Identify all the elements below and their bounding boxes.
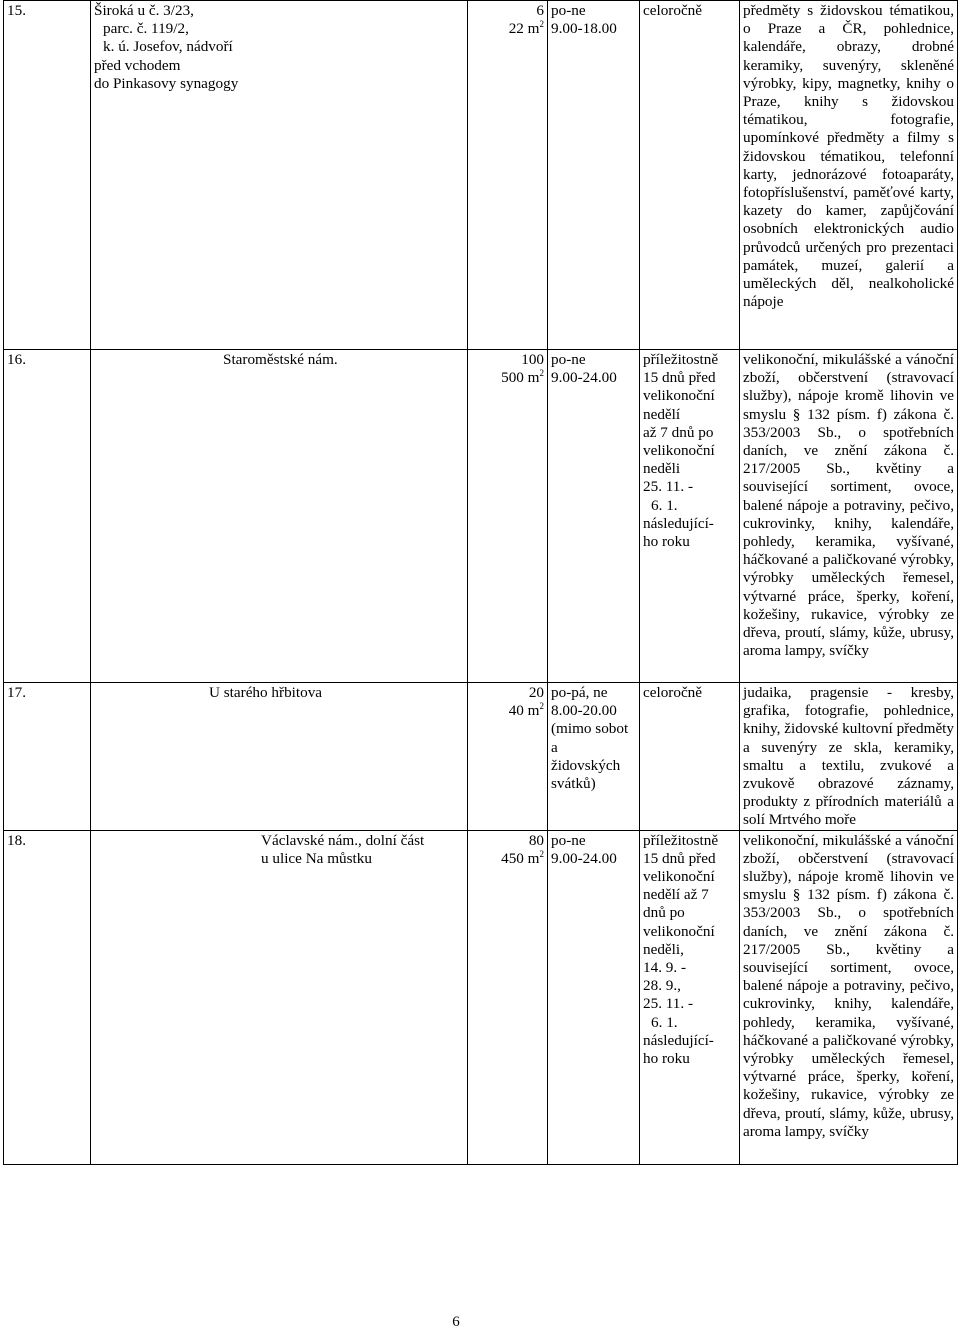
hours-line: 9.00-18.00 [551, 20, 617, 38]
hours-line: a [551, 738, 558, 756]
place-line: Staroměstské nám. [223, 351, 338, 368]
period-line: celoročně [643, 2, 703, 19]
hours-line: po-ne [551, 351, 586, 368]
hours-cell [548, 350, 640, 683]
period-line: nedělí až 7 [643, 886, 709, 904]
area-cell [468, 683, 548, 831]
period-cell [640, 830, 740, 1164]
page-number: 6 [452, 1314, 460, 1330]
hours-line: (mimo sobot [551, 720, 629, 738]
period-line: ho roku [643, 1050, 690, 1068]
table-row [4, 830, 958, 1164]
row-number: 17. [4, 683, 91, 831]
period-cell [640, 1, 740, 350]
hours-line: židovských [551, 756, 621, 774]
market-places-table [3, 0, 958, 1165]
place-line: Václavské nám., dolní část [261, 831, 425, 849]
goods-description: velikonoční, mikulášské a vánoční zboží, občerstvení (stravovací služby), nápoje kromě lihovin ve smyslu § 132 písm. f) zákona č. 353/2003 Sb., o spotřebních daních, ve znění zákona č. 217/2005 Sb., květiny a související sortiment, ovoce, balené nápoje a potraviny, pečivo, cukrovinky, knihy, kalendáře, pohledy, keramika, vyšívané, háčkované a paličkované výrobky, výrobky uměleckých řemesel, výtvarné práce, šperky, koření, kožešiny, rukavice, výrobky ze dřeva, proutí, slámy, kůže, ubrusy, aroma lampy, svíčky [740, 350, 958, 683]
stall-count: 80 [528, 831, 544, 849]
period-line: velikonoční [643, 387, 715, 405]
period-line: celoročně [643, 684, 703, 701]
period-line: 6. 1. [651, 1013, 678, 1031]
period-line: ho roku [643, 533, 690, 551]
hours-line: 9.00-24.00 [551, 849, 617, 867]
period-line: dnů po [643, 904, 685, 922]
period-line: 15 dnů před [643, 369, 716, 387]
period-cell [640, 350, 740, 683]
area-value: 450 $m^2$ [501, 848, 544, 867]
place-line: parc. č. 119/2, [103, 20, 189, 38]
period-line: neděli, [643, 940, 684, 958]
area-value: 22 $m^2$ [508, 19, 544, 38]
place-line: před vchodem [94, 56, 181, 74]
period-line: 15 dnů před [643, 849, 716, 867]
period-line: velikonoční [643, 442, 715, 460]
table-row [4, 683, 958, 831]
period-line: 14. 9. - [643, 959, 687, 977]
area-value: 500 $m^2$ [501, 368, 544, 387]
period-line: velikonoční [643, 868, 715, 886]
place-cell [91, 683, 468, 831]
period-line: příležitostně [643, 351, 719, 368]
place-line: Široká u č. 3/23, [94, 2, 194, 19]
hours-line: po-ne [551, 2, 586, 19]
stall-count: 100 [521, 351, 544, 368]
goods-description: velikonoční, mikulášské a vánoční zboží, občerstvení (stravovací služby), nápoje kromě lihovin ve smyslu § 132 písm. f) zákona č. 353/2003 Sb., o spotřebních daních, ve znění zákona č. 217/2005 Sb., květiny a související sortiment, ovoce, balené nápoje a potraviny, pečivo, cukrovinky, knihy, kalendáře, pohledy, keramika, vyšívané, háčkované a paličkované výrobky, výrobky uměleckých řemesel, výtvarné práce, šperky, koření, kožešiny, rukavice, výrobky ze dřeva, proutí, slámy, kůže, ubrusy, aroma lampy, svíčky [740, 830, 958, 1164]
period-line: velikonoční [643, 922, 715, 940]
period-line: 25. 11. - [643, 995, 694, 1013]
period-line: 6. 1. [651, 496, 678, 514]
table-row [4, 350, 958, 683]
hours-line: svátků) [551, 775, 596, 793]
area-value: 40 $m^2$ [508, 701, 544, 720]
hours-line: po-pá, ne [551, 684, 608, 701]
period-line: následující- [643, 1031, 714, 1049]
row-number: 15. [4, 1, 91, 350]
hours-cell [548, 830, 640, 1164]
period-line: příležitostně [643, 831, 719, 849]
period-line: nedělí [643, 405, 681, 423]
place-line: do Pinkasovy synagogy [94, 74, 239, 92]
place-line: u ulice Na můstku [261, 849, 372, 867]
stall-count: 20 [528, 684, 544, 701]
hours-line: 9.00-24.00 [551, 369, 617, 387]
period-line: 28. 9., [643, 977, 681, 995]
period-line: až 7 dnů po [643, 423, 714, 441]
row-number: 16. [4, 350, 91, 683]
goods-description: předměty s židovskou tématikou, o Praze a ČR, pohlednice, kalendáře, obrazy, drobné keramiky, suvenýry, skleněné výrobky, kipy, magnetky, knihy o Praze, knihy s židovskou tématikou, fotografie, upomínkové předměty a filmy s židovskou tématikou, telefonní karty, jednorázové fotoaparáty, fotopříslušenství, paměťové karty, kazety do kamer, zapůjčování osobních elektronických audio průvodců určených pro prezentaci památek, muzeí, galerií a uměleckých děl, nealkoholické nápoje [740, 1, 958, 350]
area-cell [468, 350, 548, 683]
table-row [4, 1, 958, 350]
goods-description: judaika, pragensie - kresby, grafika, fotografie, pohlednice, knihy, židovské kultovní předměty a suvenýry ze skla, keramiky, smaltu a textilu, zvukové a zvukově obrazové záznamy, produkty z přírodních materiálů a solí Mrtvého moře [740, 683, 958, 831]
place-line: k. ú. Josefov, nádvoří [103, 38, 233, 56]
period-line: následující- [643, 514, 714, 532]
hours-line: 8.00-20.00 [551, 702, 617, 720]
period-line: 25. 11. - [643, 478, 694, 496]
place-line: U starého hřbitova [209, 684, 323, 701]
place-cell [91, 830, 468, 1164]
period-line: neděli [643, 460, 681, 478]
hours-cell [548, 1, 640, 350]
hours-cell [548, 683, 640, 831]
period-cell [640, 683, 740, 831]
place-cell [91, 350, 468, 683]
place-cell [91, 1, 468, 350]
row-number: 18. [4, 830, 91, 1164]
stall-count: 6 [536, 2, 544, 19]
area-cell [468, 1, 548, 350]
area-cell [468, 830, 548, 1164]
hours-line: po-ne [551, 831, 586, 849]
